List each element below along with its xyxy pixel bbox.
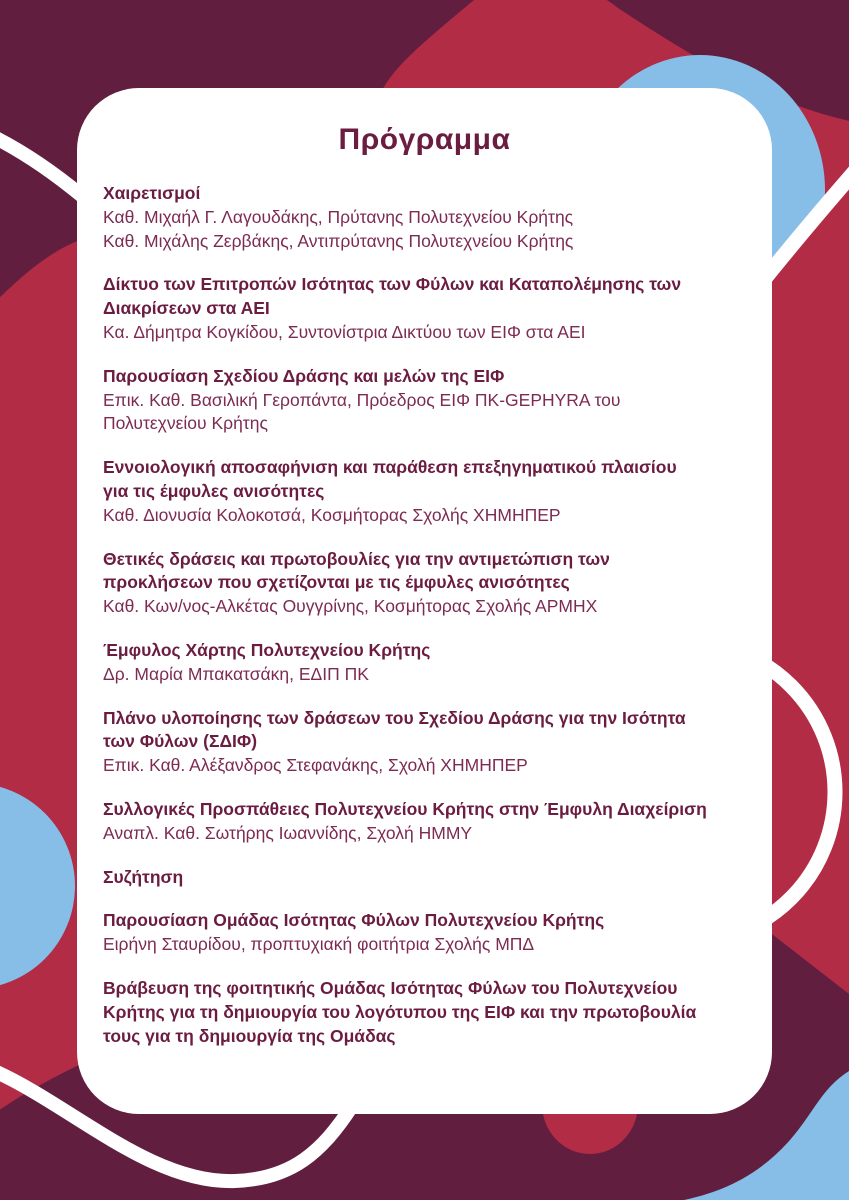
program-section bbox=[103, 273, 756, 344]
section-heading-line: τους για τη δημιουργία της Ομάδας bbox=[103, 1025, 396, 1046]
section-speaker-line: Πολυτεχνείου Κρήτης bbox=[103, 413, 268, 434]
program-card bbox=[77, 88, 772, 1114]
program-section bbox=[103, 456, 756, 527]
section-speaker-line: Κα. Δήμητρα Κογκίδου, Συντονίστρια Δικτύου των ΕΙΦ στα ΑΕΙ bbox=[103, 321, 586, 342]
section-heading-line: Εννοιολογική αποσαφήνιση και παράθεση επεξηγηματικού πλαισίου bbox=[103, 457, 677, 478]
section-heading-line: Παρουσίαση Σχεδίου Δράσης και μελών της ΕΙΦ bbox=[103, 365, 505, 386]
section-speaker-line: Επικ. Καθ. Βασιλική Γεροπάντα, Πρόεδρος ΕΙΦ ΠΚ-GEPHYRA του bbox=[103, 389, 621, 410]
section-speaker-line: Δρ. Μαρία Μπακατσάκη, ΕΔΙΠ ΠΚ bbox=[103, 663, 369, 684]
section-heading-line: Δίκτυο των Επιτροπών Ισότητας των Φύλων και Καταπολέμησης των bbox=[103, 274, 682, 295]
program-section bbox=[103, 977, 756, 1048]
program-section bbox=[103, 548, 756, 619]
program-section bbox=[103, 909, 756, 957]
section-speaker-line: Αναπλ. Καθ. Σωτήρης Ιωαννίδης, Σχολή ΗΜΜΥ bbox=[103, 822, 473, 843]
program-section bbox=[103, 866, 756, 890]
shape-crimson-left bbox=[0, 238, 85, 1113]
program-section bbox=[103, 639, 756, 687]
section-speaker-line: Καθ. Διονυσία Κολοκοτσά, Κοσμήτορας Σχολής ΧΗΜΗΠΕΡ bbox=[103, 504, 561, 525]
page-title: Πρόγραμμα bbox=[338, 123, 511, 156]
section-heading-line: για τις έμφυλες ανισότητες bbox=[103, 480, 325, 501]
program-section bbox=[103, 182, 756, 253]
section-speaker-line: Επικ. Καθ. Αλέξανδρος Στεφανάκης, Σχολή ΧΗΜΗΠΕΡ bbox=[103, 755, 528, 776]
section-heading-line: Πλάνο υλοποίησης των δράσεων του Σχεδίου Δράσης για την Ισότητα bbox=[103, 707, 686, 728]
section-heading-line: Βράβευση της φοιτητικής Ομάδας Ισότητας Φύλων του Πολυτεχνείου bbox=[103, 977, 678, 998]
section-heading-line: Παρουσίαση Ομάδας Ισότητας Φύλων Πολυτεχνείου Κρήτης bbox=[103, 910, 605, 931]
section-heading-line: Θετικές δράσεις και πρωτοβουλίες για την αντιμετώπιση των bbox=[103, 548, 610, 569]
program-sections bbox=[77, 182, 772, 1048]
section-speaker-line: Καθ. Μιχαήλ Γ. Λαγουδάκης, Πρύτανης Πολυτεχνείου Κρήτης bbox=[103, 206, 574, 227]
program-section bbox=[103, 798, 756, 846]
section-speaker-line: Ειρήνη Σταυρίδου, προπτυχιακή φοιτήτρια Σχολής ΜΠΔ bbox=[103, 934, 535, 955]
section-heading-line: Συζήτηση bbox=[103, 866, 184, 887]
section-heading-line: Διακρίσεων στα ΑΕΙ bbox=[103, 298, 270, 319]
section-heading-line: των Φύλων (ΣΔΙΦ) bbox=[103, 731, 258, 752]
section-heading-line: Έμφυλος Χάρτης Πολυτεχνείου Κρήτης bbox=[103, 639, 431, 660]
section-heading-line: Συλλογικές Προσπάθειες Πολυτεχνείου Κρήτης στην Έμφυλη Διαχείριση bbox=[103, 798, 707, 819]
section-speaker-line: Καθ. Μιχάλης Ζερβάκης, Αντιπρύτανης Πολυτεχνείου Κρήτης bbox=[103, 230, 574, 251]
program-section bbox=[103, 707, 756, 778]
section-heading-line: προκλήσεων που σχετίζονται με τις έμφυλες ανισότητες bbox=[103, 572, 570, 593]
section-heading-line: Κρήτης για τη δημιουργία του λογότυπου της ΕΙΦ και την πρωτοβουλία bbox=[103, 1001, 697, 1022]
section-speaker-line: Καθ. Κων/νος-Αλκέτας Ουγγρίνης, Κοσμήτορας Σχολής ΑΡΜΗΧ bbox=[103, 596, 598, 617]
section-heading-line: Χαιρετισμοί bbox=[103, 183, 201, 203]
program-section bbox=[103, 365, 756, 436]
